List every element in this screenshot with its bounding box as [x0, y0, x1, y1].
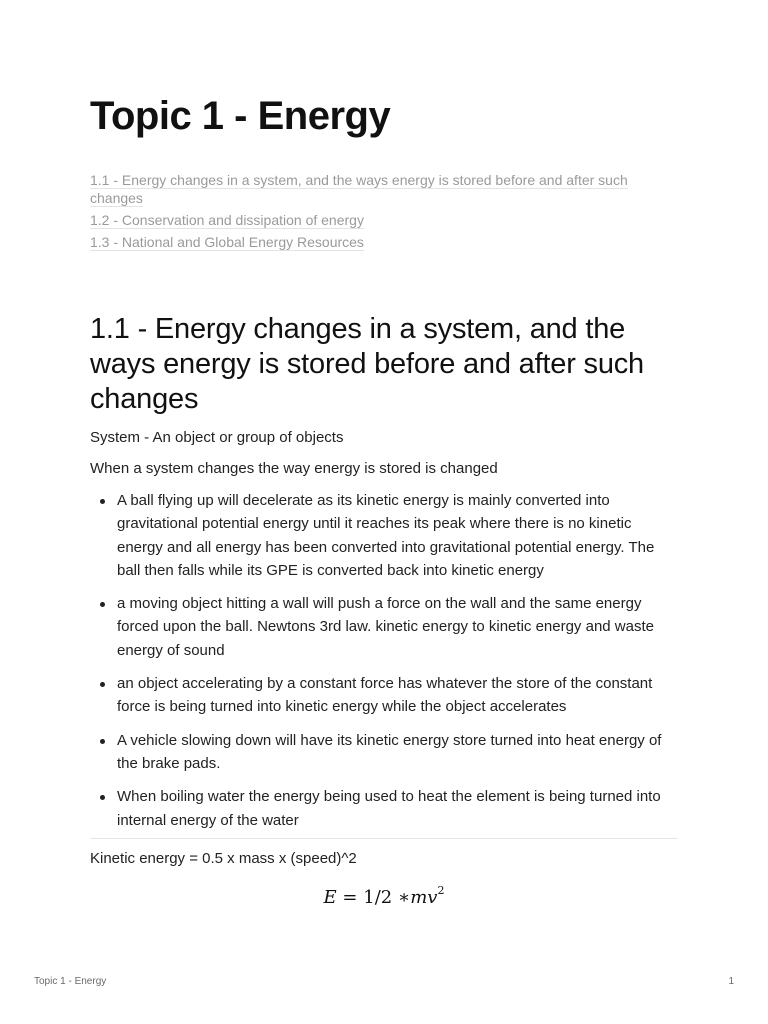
formula-equals: = [342, 887, 358, 908]
list-item [90, 785, 680, 832]
kinetic-energy-text: Kinetic energy = 0.5 x mass x (speed)^2 [90, 850, 357, 867]
formula-operator: ∗ [397, 887, 411, 908]
page-number: 1 [728, 976, 734, 987]
list-item [90, 592, 680, 662]
list-item-text: A ball flying up will decelerate as its kinetic energy is mainly converted into gravitational potential energy until it reaches its peak where there is no kinetic energy and all energy has been converted into gravitational potential energy. The ball then falls while its GPE is converted back into kinetic energy [117, 492, 655, 579]
list-item [90, 729, 680, 776]
toc-link-1-2[interactable]: 1.2 - Conservation and dissipation of energy [90, 212, 364, 228]
toc-link-1-3[interactable]: 1.3 - National and Global Energy Resources [90, 234, 364, 250]
table-of-contents [90, 172, 650, 256]
bullet-icon [100, 739, 105, 744]
bullet-icon [100, 795, 105, 800]
list-item-text: a moving object hitting a wall will push a force on the wall and the same energy forced upon the ball. Newtons 3rd law. kinetic energy to kinetic energy and waste energy of sound [117, 595, 654, 659]
list-item-text: When boiling water the energy being used to heat the element is being turned into internal energy of the water [117, 788, 661, 829]
page-title: Topic 1 - Energy [90, 94, 391, 138]
formula-exponent: 2 [437, 884, 445, 897]
section-heading: 1.1 - Energy changes in a system, and the ways energy is stored before and after such changes [90, 313, 644, 415]
energy-examples-list [90, 489, 680, 842]
system-definition: System - An object or group of objects [90, 429, 344, 446]
bullet-icon [100, 499, 105, 504]
footer-title: Topic 1 - Energy [34, 976, 107, 987]
formula-variables: mv [410, 887, 438, 908]
bullet-icon [100, 602, 105, 607]
list-item-text: an object accelerating by a constant force has whatever the store of the constant force is being turned into kinetic energy while the object accelerates [117, 675, 653, 716]
toc-link-1-1[interactable]: 1.1 - Energy changes in a system, and the ways energy is stored before and after such changes [90, 172, 628, 206]
formula-coefficient: 1/2 [363, 887, 393, 908]
toc-item [90, 212, 650, 230]
kinetic-energy-formula [0, 886, 768, 908]
toc-item [90, 172, 650, 208]
list-item [90, 672, 680, 719]
divider [90, 838, 678, 839]
list-item [90, 489, 680, 582]
list-item-text: A vehicle slowing down will have its kinetic energy store turned into heat energy of the brake pads. [117, 731, 662, 772]
toc-item [90, 234, 650, 252]
intro-paragraph: When a system changes the way energy is stored is changed [90, 460, 498, 477]
formula-lhs: E [323, 887, 337, 908]
bullet-icon [100, 682, 105, 687]
